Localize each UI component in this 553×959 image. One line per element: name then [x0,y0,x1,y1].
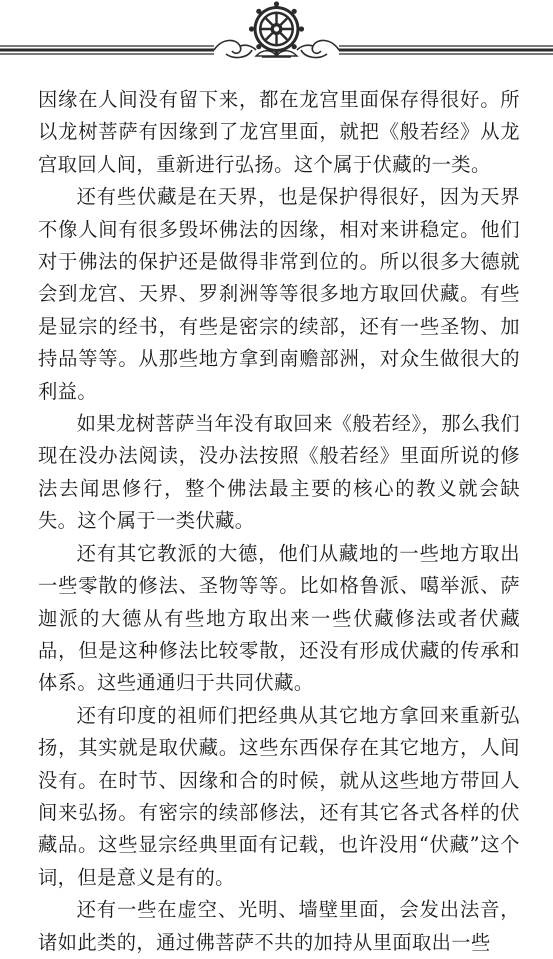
paragraph: 还有些伏藏是在天界，也是保护得很好，因为天界不像人间有很多毁坏佛法的因缘，相对来讲稳定。他们对于佛法的保护还是做得非常到位的。所以很多大德就会到龙宫、天界、罗刹洲等等很多地方取回伏藏。有些是显宗的经书，有些是密宗的续部，还有一些圣物、加持品等等。从那些地方拿到南赡部洲，对众生做很大的利益。 [38,185,520,403]
paragraph: 还有其它教派的大德，他们从藏地的一些地方取出一些零散的修法、圣物等等。比如格鲁派、噶举派、萨迦派的大德从有些地方取出来一些伏藏修法或者伏藏品，但是这种修法比较零散，还没有形成伏藏的传承和体系。这些通通归于共同伏藏。 [38,541,520,695]
paragraph: 因缘在人间没有留下来，都在龙宫里面保存得很好。所以龙树菩萨有因缘到了龙宫里面，就把《般若经》从龙宫取回人间，重新进行弘扬。这个属于伏藏的一类。 [38,88,520,176]
paragraph: 还有印度的祖师们把经典从其它地方拿回来重新弘扬，其实就是取伏藏。这些东西保存在其它地方，人间没有。在时节、因缘和合的时候，就从这些地方带回人间来弘扬。有密宗的续部修法，还有其它各式各样的伏藏品。这些显宗经典里面有记载，也许没用“伏藏”这个词，但是意义是有的。 [38,703,520,889]
paragraph: 还有一些在虚空、光明、墙壁里面，会发出法音，诸如此类的，通过佛菩萨不共的加持从里面取出一些 [38,898,520,954]
page-header-ornament [0,0,553,66]
paragraph: 如果龙树菩萨当年没有取回来《般若经》，那么我们现在没办法阅读，没办法按照《般若经》里面所说的修法去闻思修行，整个佛法最主要的核心的教义就会缺失。这个属于一类伏藏。 [38,412,520,533]
header-ornament-graphic [0,0,553,66]
dharma-wheel-icon [249,1,304,56]
body-text [38,84,520,959]
